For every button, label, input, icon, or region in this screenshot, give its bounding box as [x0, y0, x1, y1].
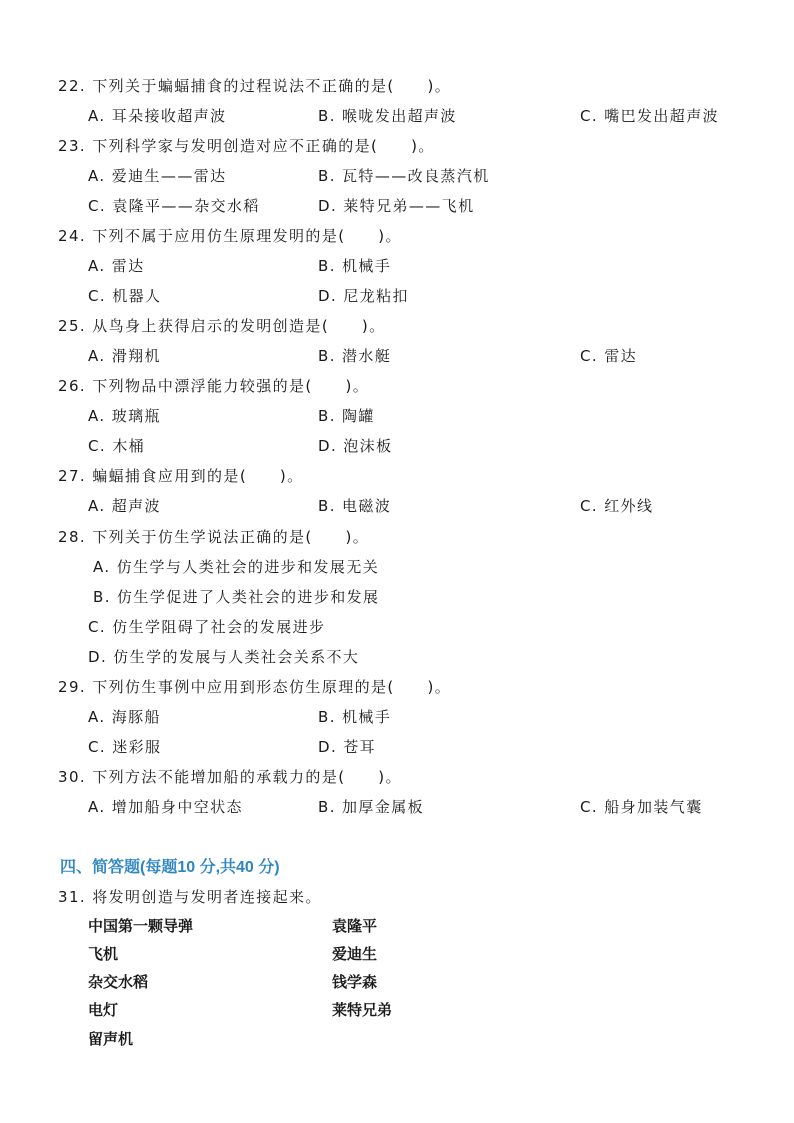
- question-28: 28. 下列关于仿生学说法正确的是( )。: [58, 528, 370, 546]
- question-26: 26. 下列物品中漂浮能力较强的是( )。: [58, 377, 370, 395]
- q23-option-a: A. 爱迪生——雷达: [88, 167, 227, 185]
- q27-option-a: A. 超声波: [88, 497, 161, 515]
- q26-option-b: B. 陶罐: [318, 407, 375, 425]
- inventor-item: 钱学森: [332, 973, 378, 991]
- q29-option-a: A. 海豚船: [88, 708, 161, 726]
- q27-option-b: B. 电磁波: [318, 497, 392, 515]
- q29-option-b: B. 机械手: [318, 708, 392, 726]
- question-23: 23. 下列科学家与发明创造对应不正确的是( )。: [58, 137, 435, 155]
- invention-item: 杂交水稻: [88, 973, 149, 991]
- invention-item: 留声机: [88, 1030, 134, 1048]
- invention-item: 电灯: [88, 1001, 119, 1019]
- question-31: 31. 将发明创造与发明者连接起来。: [58, 888, 322, 906]
- q29-option-d: D. 苍耳: [318, 738, 377, 756]
- q25-option-a: A. 滑翔机: [88, 347, 161, 365]
- q28-option-b: B. 仿生学促进了人类社会的进步和发展: [93, 588, 380, 606]
- q24-option-c: C. 机器人: [88, 287, 162, 305]
- question-25: 25. 从鸟身上获得启示的发明创造是( )。: [58, 317, 386, 335]
- q22-option-b: B. 喉咙发出超声波: [318, 107, 457, 125]
- invention-item: 中国第一颗导弹: [88, 917, 194, 935]
- q25-option-c: C. 雷达: [580, 347, 638, 365]
- invention-item: 飞机: [88, 945, 119, 963]
- question-27: 27. 蝙蝠捕食应用到的是( )。: [58, 467, 304, 485]
- inventor-item: 袁隆平: [332, 917, 378, 935]
- question-30: 30. 下列方法不能增加船的承载力的是( )。: [58, 768, 402, 786]
- q24-option-a: A. 雷达: [88, 257, 145, 275]
- q23-option-c: C. 袁隆平——杂交水稻: [88, 197, 260, 215]
- q23-option-d: D. 莱特兄弟——飞机: [318, 197, 475, 215]
- q30-option-a: A. 增加船身中空状态: [88, 798, 243, 816]
- q28-option-d: D. 仿生学的发展与人类社会关系不大: [88, 648, 360, 666]
- q28-option-a: A. 仿生学与人类社会的进步和发展无关: [93, 558, 380, 576]
- q26-option-a: A. 玻璃瓶: [88, 407, 161, 425]
- q29-option-c: C. 迷彩服: [88, 738, 162, 756]
- q26-option-d: D. 泡沫板: [318, 437, 393, 455]
- section-title: 四、简答题(每题10 分,共40 分): [60, 859, 280, 876]
- question-29: 29. 下列仿生事例中应用到形态仿生原理的是( )。: [58, 678, 452, 696]
- q27-option-c: C. 红外线: [580, 497, 654, 515]
- question-24: 24. 下列不属于应用仿生原理发明的是( )。: [58, 227, 402, 245]
- q24-option-d: D. 尼龙粘扣: [318, 287, 409, 305]
- q22-option-a: A. 耳朵接收超声波: [88, 107, 227, 125]
- q25-option-b: B. 潜水艇: [318, 347, 392, 365]
- q28-option-c: C. 仿生学阻碍了社会的发展进步: [88, 618, 326, 636]
- q23-option-b: B. 瓦特——改良蒸汽机: [318, 167, 490, 185]
- q22-option-c: C. 嘴巴发出超声波: [580, 107, 720, 125]
- q24-option-b: B. 机械手: [318, 257, 392, 275]
- q30-option-c: C. 船身加装气囊: [580, 798, 703, 816]
- inventor-item: 爱迪生: [332, 945, 378, 963]
- inventor-item: 莱特兄弟: [332, 1001, 393, 1019]
- q30-option-b: B. 加厚金属板: [318, 798, 425, 816]
- q26-option-c: C. 木桶: [88, 437, 146, 455]
- question-22: 22. 下列关于蝙蝠捕食的过程说法不正确的是( )。: [58, 77, 452, 95]
